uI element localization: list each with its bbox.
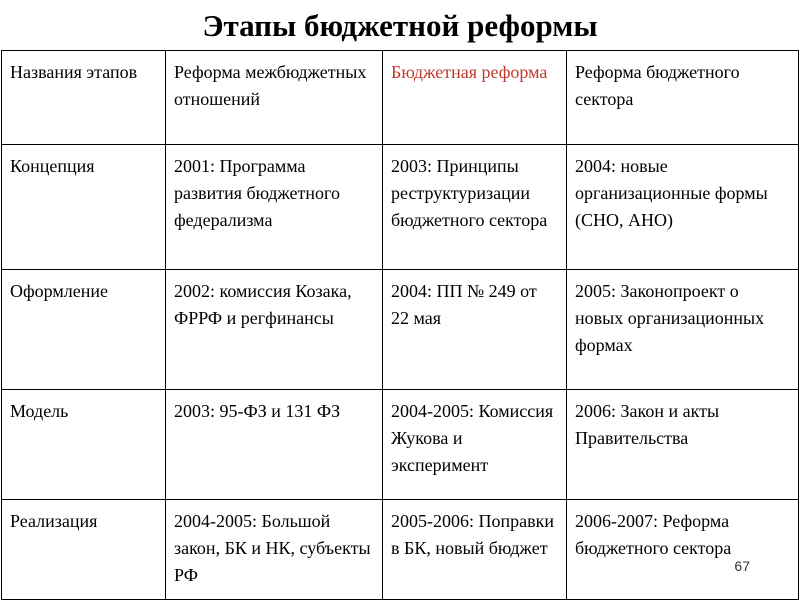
table-cell: 2005: Законопроект о новых организационных формах	[567, 270, 799, 390]
table-cell: 2005-2006: Поправки в БК, новый бюджет	[383, 500, 567, 600]
table-row-concept	[2, 145, 799, 270]
table-cell: 2006-2007: Реформа бюджетного сектора	[567, 500, 799, 600]
table-cell: 2006: Закон и акты Правительства	[567, 390, 799, 500]
table-cell: 2004: ПП № 249 от 22 мая	[383, 270, 567, 390]
table-cell: 2004-2005: Большой закон, БК и НК, субъекты РФ	[166, 500, 383, 600]
table-cell: Модель	[2, 390, 166, 500]
header-cell-stage-names: Названия этапов	[2, 51, 166, 145]
header-cell-budget-sector-reform: Реформа бюджетного сектора	[567, 51, 799, 145]
table-cell: 2004-2005: Комиссия Жукова и эксперимент	[383, 390, 567, 500]
table-row-formalization	[2, 270, 799, 390]
table-cell: 2001: Программа развития бюджетного федерализма	[166, 145, 383, 270]
table-cell: 2002: комиссия Козака, ФРРФ и регфинансы	[166, 270, 383, 390]
table-cell: 2004: новые организационные формы (СНО, АНО)	[567, 145, 799, 270]
table-cell: Оформление	[2, 270, 166, 390]
reform-stages-table	[1, 50, 799, 600]
page-number: 67	[734, 558, 750, 574]
table-cell: 2003: Принципы реструктуризации бюджетного сектора	[383, 145, 567, 270]
header-cell-interbudget-reform: Реформа межбюджетных отношений	[166, 51, 383, 145]
slide-title: Этапы бюджетной реформы	[202, 8, 598, 43]
table-cell: Реализация	[2, 500, 166, 600]
header-cell-budget-reform: Бюджетная реформа	[383, 51, 567, 145]
table-row-model	[2, 390, 799, 500]
table-cell: 2003: 95-ФЗ и 131 ФЗ	[166, 390, 383, 500]
table-row-implementation	[2, 500, 799, 600]
table-cell: Концепция	[2, 145, 166, 270]
table-header-row	[2, 51, 799, 145]
